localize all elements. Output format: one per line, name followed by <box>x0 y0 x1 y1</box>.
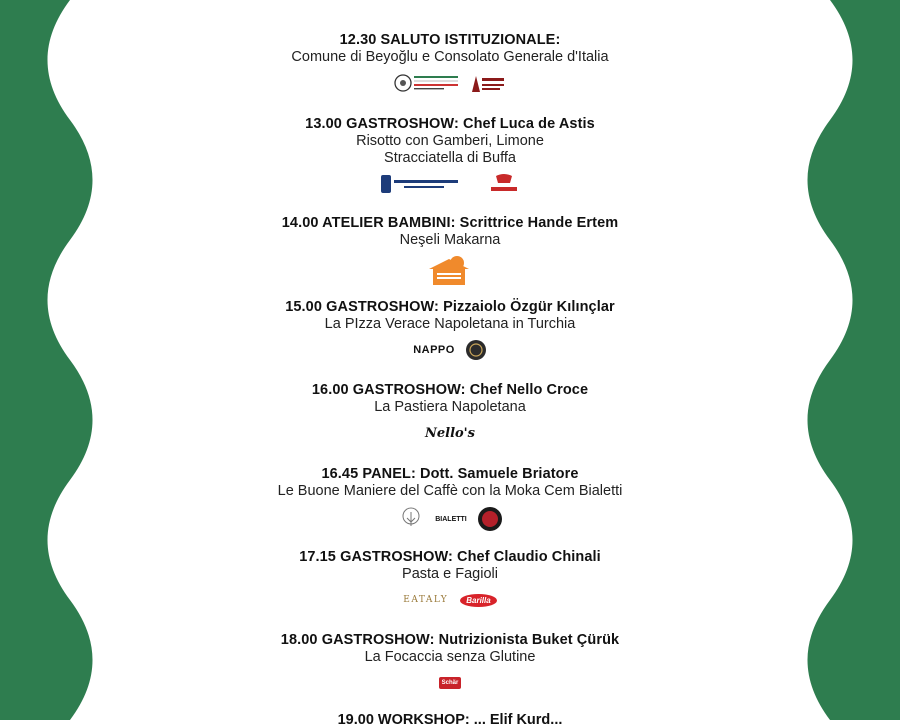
event-title: 14.00 ATELIER BAMBINI: Scrittrice Hande Ertem <box>0 215 900 232</box>
event-1800 <box>0 632 900 694</box>
le-cordon-bleu-logo <box>380 173 460 195</box>
buffa-logo <box>488 173 520 195</box>
event-subtitle: Comune di Beyoğlu e Consolato Generale d'Italia <box>0 49 900 66</box>
pizzeria-badge-logo <box>465 339 487 361</box>
event-logos <box>0 339 900 361</box>
event-subtitle: Pasta e Fagioli <box>0 566 900 583</box>
nappo-logo: NAPPO <box>413 344 455 356</box>
event-1600 <box>0 382 900 444</box>
schar-logo: Schär <box>439 677 462 689</box>
event-title: 18.00 GASTROSHOW: Nutrizionista Buket Çürük <box>0 632 900 649</box>
event-title: 17.15 GASTROSHOW: Chef Claudio Chinali <box>0 549 900 566</box>
event-title: 15.00 GASTROSHOW: Pizzaiolo Özgür Kılınçlar <box>0 299 900 316</box>
event-title: 12.30 SALUTO ISTITUZIONALE: <box>0 32 900 49</box>
event-logos <box>0 255 900 287</box>
vergnano-logo <box>477 506 503 532</box>
barilla-logo: Barilla <box>460 594 496 607</box>
beyoglu-logo <box>470 72 506 94</box>
academy-tree-logo <box>397 506 425 532</box>
eataly-logo: EATALY <box>403 595 448 605</box>
next-event-cutoff: 19.00 WORKSHOP: ... Elif Kurd... <box>0 712 900 728</box>
event-subtitle: La PIzza Verace Napoletana in Turchia <box>0 316 900 333</box>
event-subtitle: La Focaccia senza Glutine <box>0 649 900 666</box>
event-logos <box>0 422 900 444</box>
event-title: 16.00 GASTROSHOW: Chef Nello Croce <box>0 382 900 399</box>
event-title: 13.00 GASTROSHOW: Chef Luca de Astis <box>0 116 900 133</box>
event-logos <box>0 672 900 694</box>
event-logos <box>0 589 900 611</box>
event-subtitle: Stracciatella di Buffa <box>0 150 900 167</box>
event-1230 <box>0 32 900 94</box>
event-1645 <box>0 466 900 532</box>
event-logos <box>0 72 900 94</box>
event-logos <box>0 506 900 532</box>
event-1300 <box>0 116 900 195</box>
event-logos <box>0 173 900 195</box>
consolato-logo <box>394 72 460 94</box>
event-subtitle: Neşeli Makarna <box>0 232 900 249</box>
bialetti-logo: BIALETTI <box>435 516 467 523</box>
event-subtitle: La Pastiera Napoletana <box>0 399 900 416</box>
nellos-logo: Nello's <box>425 426 475 441</box>
event-1500 <box>0 299 900 361</box>
event-1400 <box>0 215 900 287</box>
event-1715 <box>0 549 900 611</box>
event-subtitle: Risotto con Gamberi, Limone <box>0 133 900 150</box>
puhur-logo <box>427 255 473 287</box>
event-title: 16.45 PANEL: Dott. Samuele Briatore <box>0 466 900 483</box>
event-subtitle: Le Buone Maniere del Caffè con la Moka Cem Bialetti <box>0 483 900 500</box>
